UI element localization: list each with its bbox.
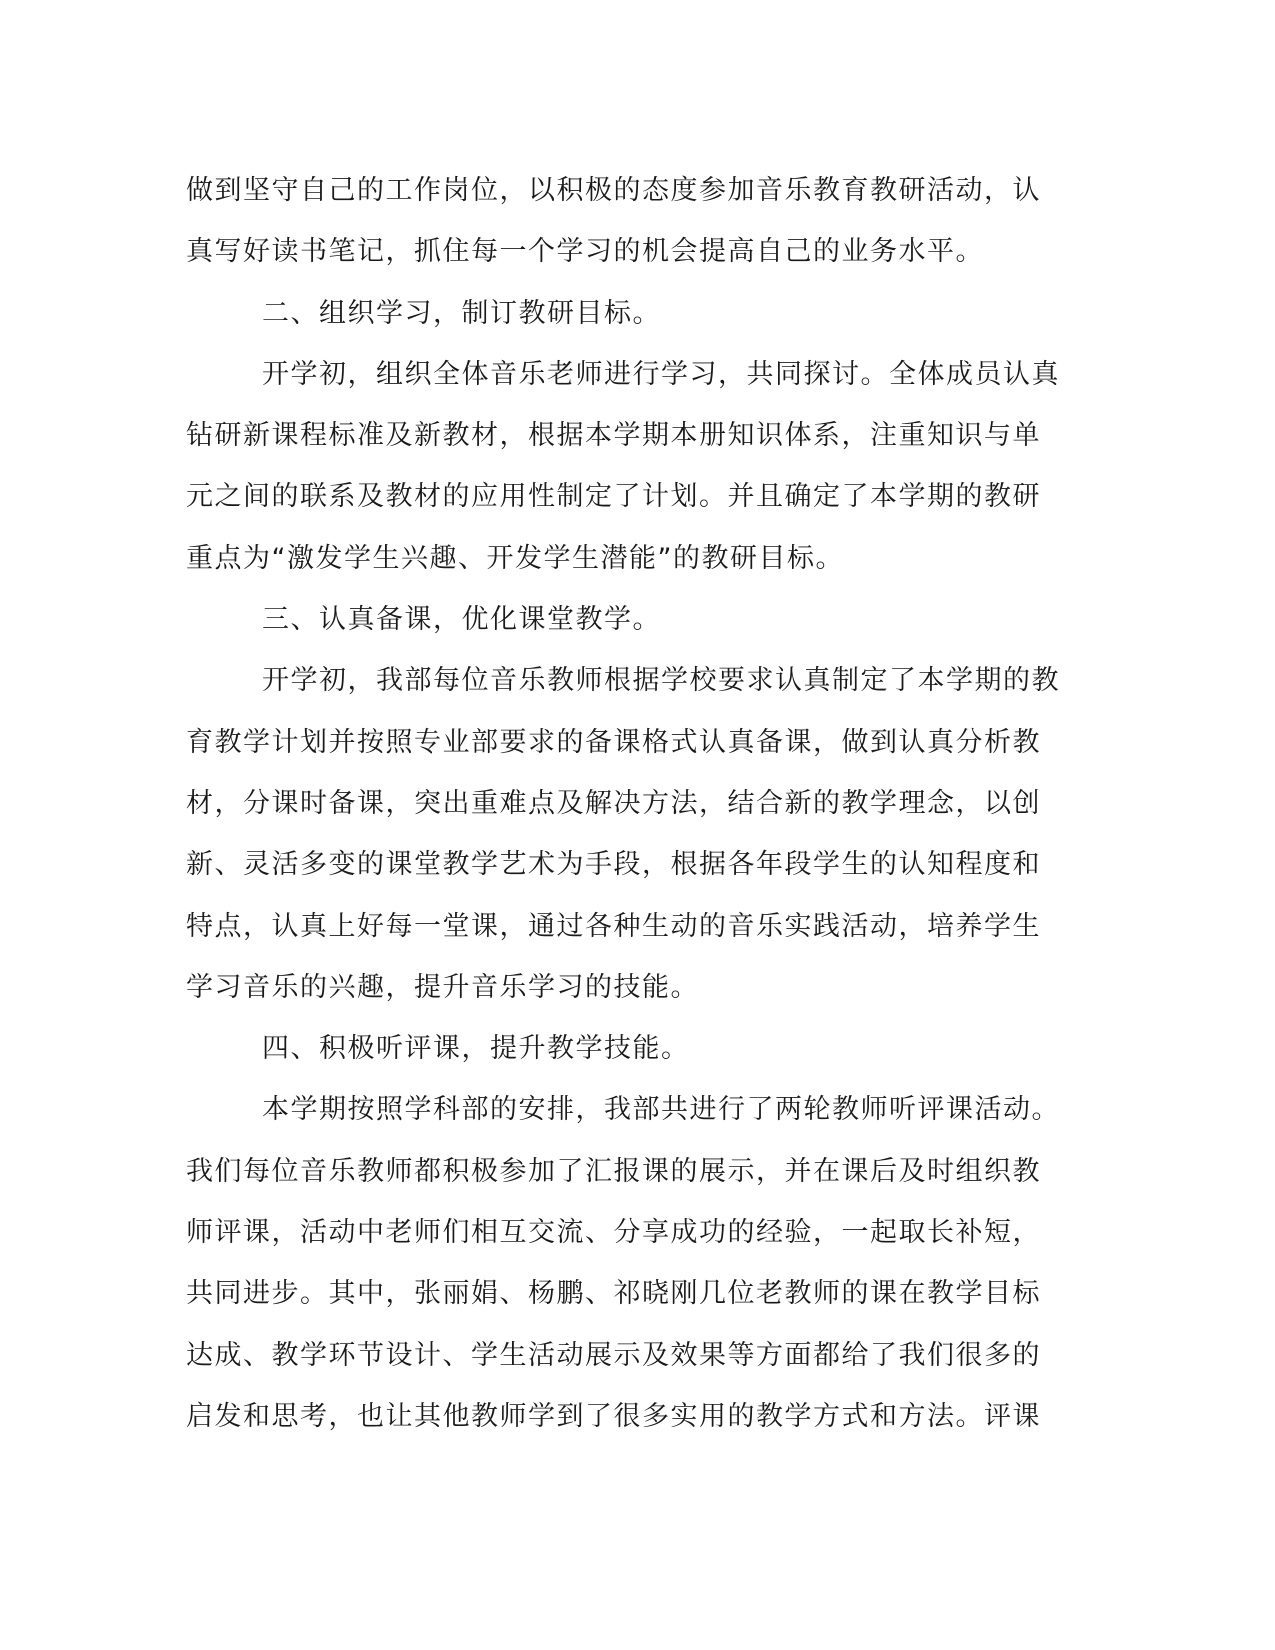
paragraph-line: 做到坚守自己的工作岗位，以积极的态度参加音乐教育教研活动，认 bbox=[186, 175, 1041, 206]
paragraph-line: 师评课，活动中老师们相互交流、分享成功的经验，一起取长补短， bbox=[186, 1217, 1041, 1249]
paragraph-line: 开学初，我部每位音乐教师根据学校要求认真制定了本学期的教 bbox=[262, 665, 1060, 697]
paragraph-line: 共同进步。其中，张丽娟、杨鹏、祁晓刚几位老教师的课在教学目标 bbox=[186, 1278, 1041, 1310]
paragraph-line: 学习音乐的兴趣，提升音乐学习的技能。 bbox=[186, 971, 699, 1003]
document-body bbox=[186, 160, 1066, 1447]
paragraph-line: 新、灵活多变的课堂教学艺术为手段，根据各年段学生的认知程度和 bbox=[186, 849, 1041, 881]
paragraph-line: 重点为“激发学生兴趣、开发学生潜能”的教研目标。 bbox=[186, 542, 844, 574]
paragraph-line: 元之间的联系及教材的应用性制定了计划。并且确定了本学期的教研 bbox=[186, 481, 1041, 513]
paragraph-line: 钻研新课程标准及新教材，根据本学期本册知识体系，注重知识与单 bbox=[186, 420, 1041, 452]
paragraph-line: 开学初，组织全体音乐老师进行学习，共同探讨。全体成员认真 bbox=[262, 358, 1060, 390]
paragraph-line: 本学期按照学科部的安排，我部共进行了两轮教师听评课活动。 bbox=[262, 1094, 1060, 1126]
section-heading: 二、组织学习，制订教研目标。 bbox=[262, 297, 661, 329]
paragraph-line: 启发和思考，也让其他教师学到了很多实用的教学方式和方法。评课 bbox=[186, 1400, 1041, 1432]
section-heading: 三、认真备课，优化课堂教学。 bbox=[262, 604, 661, 636]
paragraph-line: 我们每位音乐教师都积极参加了汇报课的展示，并在课后及时组织教 bbox=[186, 1155, 1041, 1187]
paragraph-line: 材，分课时备课，突出重难点及解决方法，结合新的教学理念，以创 bbox=[186, 787, 1041, 819]
paragraph-line: 育教学计划并按照专业部要求的备课格式认真备课，做到认真分析教 bbox=[186, 726, 1041, 758]
paragraph-line: 真写好读书笔记，抓住每一个学习的机会提高自己的业务水平。 bbox=[186, 236, 984, 268]
paragraph-line: 达成、教学环节设计、学生活动展示及效果等方面都给了我们很多的 bbox=[186, 1339, 1041, 1371]
paragraph-line: 特点，认真上好每一堂课，通过各种生动的音乐实践活动，培养学生 bbox=[186, 910, 1041, 942]
section-heading: 四、积极听评课，提升教学技能。 bbox=[262, 1033, 690, 1065]
